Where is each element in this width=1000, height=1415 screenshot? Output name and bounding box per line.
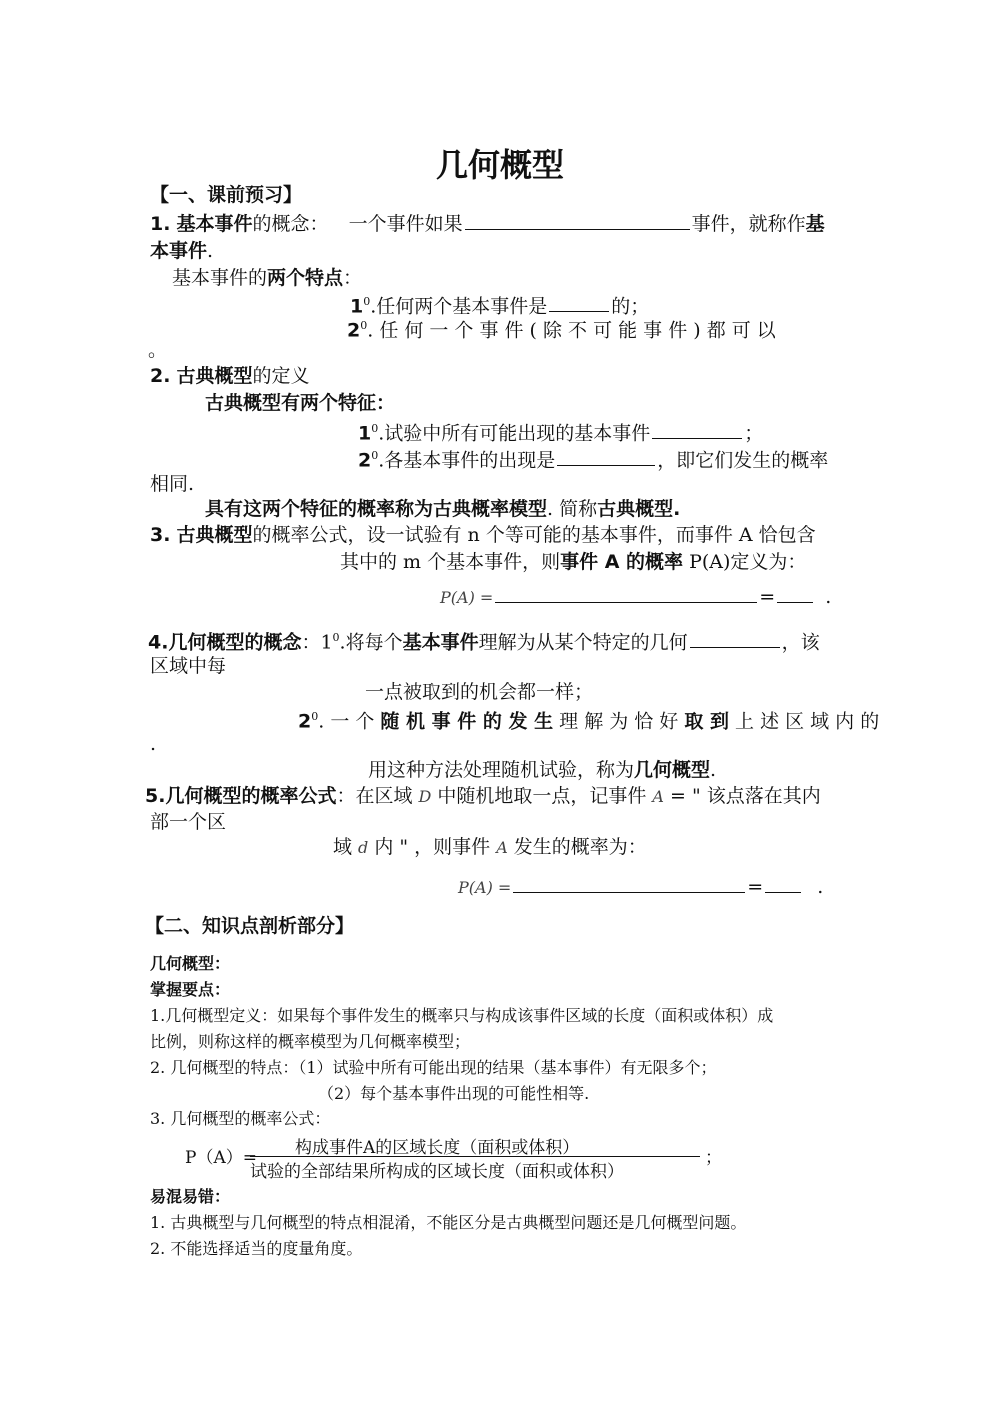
feature-1: $1^0$.任何两个基本事件是 的； (350, 295, 650, 318)
item-2: 2. 古典概型的定义 (150, 365, 310, 387)
point-2-line-1: 2. 几何概型的特点：（1）试验中所有可能出现的结果（基本事件）有无限多个； (150, 1058, 717, 1077)
item-4-line-3: 一点被取到的机会都一样； (365, 681, 594, 703)
fill-blank (495, 592, 757, 603)
page-title: 几何概型 (435, 146, 564, 184)
mistake-1: 1. 古典概型与几何概型的特点相混淆，不能区分是古典概型问题还是几何概型问题。 (150, 1213, 747, 1232)
classical-feature-2-end: 相同. (150, 473, 195, 495)
item-5-line-2: 部一个区 (150, 811, 227, 833)
item-5-line-3: 域 d 内 " ，则事件 A 发生的概率为： (333, 836, 647, 858)
classical-formula: P(A) = = . (440, 586, 832, 608)
feature-2-end: 。 (148, 339, 168, 361)
basic-event-features: 基本事件的两个特点： (172, 267, 363, 289)
fill-blank (465, 211, 690, 230)
formula-numerator: 构成事件A的区域长度（面积或体积） (295, 1138, 580, 1158)
fill-blank (690, 629, 780, 648)
item-1-line-1: 1. 基本事件的概念： 一个事件如果 事件，就称作基 (150, 213, 825, 235)
fill-blank (765, 882, 801, 893)
subheading-common-mistakes: 易混易错： (150, 1187, 231, 1206)
item-4b-line-2: . (150, 733, 157, 755)
fill-blank (513, 882, 745, 893)
fill-blank (652, 420, 742, 439)
feature-2: $2^0$. 任 何 一 个 事 件 ( 除 不 可 能 事 件 ) 都 可 以 (347, 319, 776, 342)
classical-definition: 具有这两个特征的概率称为古典概率模型. 简称古典概型. (205, 498, 681, 520)
point-1-line-2: 比例，则称这样的概率模型为几何概率模型； (150, 1032, 471, 1051)
fill-blank (777, 592, 813, 603)
point-2-line-2: （2）每个基本事件出现的可能性相等. (318, 1084, 590, 1103)
point-1-line-1: 1.几何概型定义：如果每个事件发生的概率只与构成该事件区域的长度（面积或体积）成 (150, 1006, 774, 1025)
section-heading-preview: 【一、课前预习】 (150, 184, 303, 206)
classical-feature-1: $1^0$.试验中所有可能出现的基本事件 ； (358, 422, 764, 445)
fill-blank (557, 447, 655, 466)
section-heading-analysis: 【二、知识点剖析部分】 (145, 915, 355, 937)
item-4-line-2: 区域中每 (150, 655, 227, 677)
item-4-line-1: 4.几何概型的概念：$1^0$.将每个基本事件理解为从某个特定的几何 ，该 (148, 631, 820, 654)
fill-blank (549, 293, 609, 312)
geometric-probability-formula: P（A）= 构成事件A的区域长度（面积或体积） 试验的全部结果所构成的区域长度（面积或体积） ； (185, 1133, 725, 1179)
mistake-2: 2. 不能选择适当的度量角度。 (150, 1239, 363, 1258)
item-5-line-1: 5.几何概型的概率公式：在区域 D 中随机地取一点，记事件 A = " 该点落在其内 (145, 785, 821, 807)
classical-feature-2: $2^0$.各基本事件的出现是 ，即它们发生的概率 (358, 449, 829, 472)
subheading-geometric: 几何概型： (150, 954, 231, 973)
classical-features-heading: 古典概型有两个特征： (205, 392, 396, 414)
formula-denominator: 试验的全部结果所构成的区域长度（面积或体积） (250, 1162, 624, 1182)
item-4b-line-3: 用这种方法处理随机试验，称为几何概型. (368, 759, 717, 781)
subheading-key-points: 掌握要点： (150, 980, 231, 999)
item-3-line-2: 其中的 m 个基本事件，则事件 A 的概率 P(A)定义为： (340, 551, 807, 573)
item-3-line-1: 3. 古典概型的概率公式，设一试验有 n 个等可能的基本事件，而事件 A 恰包含 (150, 524, 816, 546)
geometric-formula: P(A) = = . (458, 876, 824, 898)
point-3: 3. 几何概型的概率公式： (150, 1109, 331, 1128)
item-1-line-2: 本事件. (150, 240, 214, 262)
item-4b-line-1: $2^0$. 一 个 随 机 事 件 的 发 生 理 解 为 恰 好 取 到 上 述 区 域 内 的 (298, 710, 880, 733)
